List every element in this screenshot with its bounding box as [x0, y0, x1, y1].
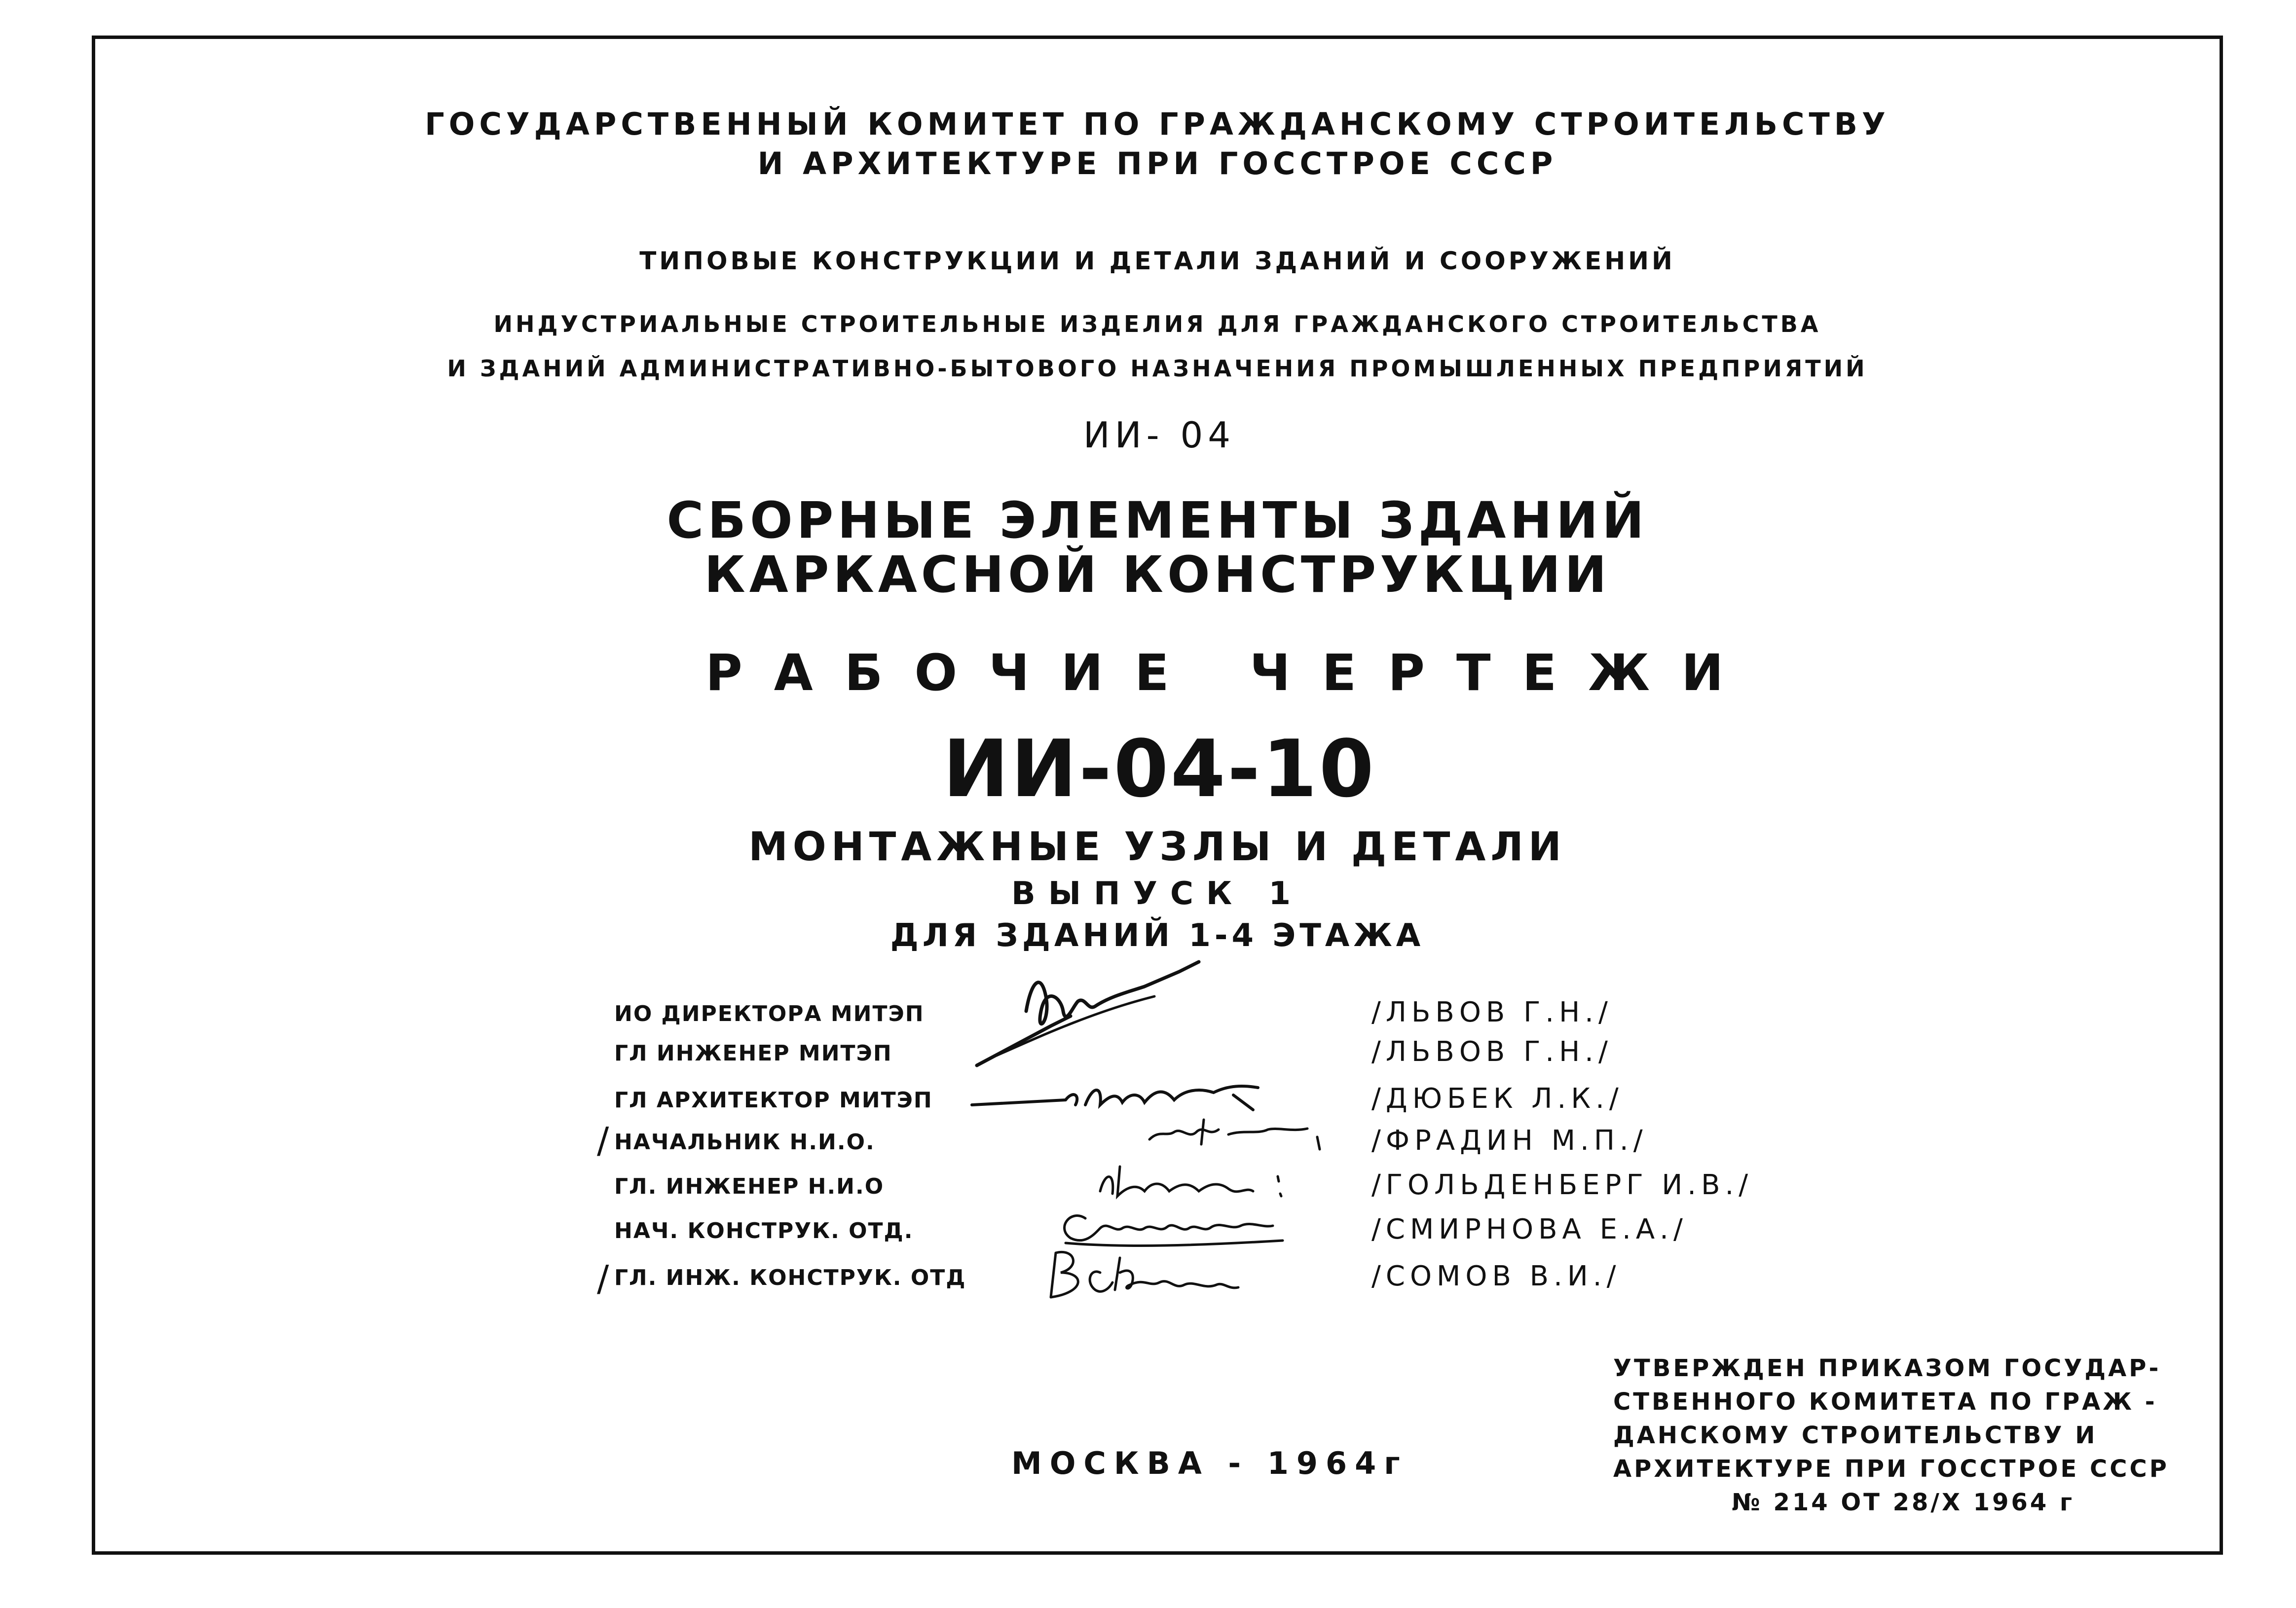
signatory-position: ГЛ АРХИТЕКТОР МИТЭП: [614, 1088, 933, 1113]
signatory-position: ИО ДИРЕКТОРА МИТЭП: [614, 1001, 925, 1026]
signatory-position: ГЛ. ИНЖ. КОНСТРУК. ОТД: [614, 1265, 966, 1290]
series-code: ИИ- 04: [1083, 414, 1236, 456]
approval-line: ДАНСКОМУ СТРОИТЕЛЬСТВУ И: [1613, 1422, 2098, 1449]
signatory-name: /ФРАДИН М.П./: [1371, 1125, 1648, 1157]
approval-line: УТВЕРЖДЕН ПРИКАЗОМ ГОСУДАР-: [1613, 1354, 2161, 1382]
signature-lvov-image: [967, 952, 1243, 1080]
signatory-position: НАЧАЛЬНИК Н.И.О.: [614, 1130, 875, 1155]
signatory-position: ГЛ. ИНЖЕНЕР Н.И.О: [614, 1174, 885, 1199]
scope: ДЛЯ ЗДАНИЙ 1-4 ЭТАЖА: [890, 917, 1425, 954]
signature-somov-image: [1046, 1243, 1283, 1312]
signatory-name: /ГОЛЬДЕНБЕРГ И.В./: [1371, 1169, 1753, 1201]
title-line-2: КАРКАСНОЙ КОНСТРУКЦИИ: [704, 546, 1611, 604]
margin-slash: /: [597, 1120, 609, 1161]
series-desc-line-1: ИНДУСТРИАЛЬНЫЕ СТРОИТЕЛЬНЫЕ ИЗДЕЛИЯ ДЛЯ ГРАЖДАНСКОГО СТРОИТЕЛЬСТВА: [493, 311, 1821, 337]
signatory-name: /ДЮБЕК Л.К./: [1371, 1083, 1624, 1115]
approval-line: № 214 ОТ 28/X 1964 г: [1732, 1489, 2075, 1516]
series-desc-line-2: И ЗДАНИЙ АДМИНИСТРАТИВНО-БЫТОВОГО НАЗНАЧЕНИЯ ПРОМЫШЛЕННЫХ ПРЕДПРИЯТИЙ: [447, 355, 1868, 382]
org-line-2: И АРХИТЕКТУРЕ ПРИ ГОССТРОЕ СССР: [757, 146, 1557, 182]
place-year: МОСКВА - 1964г: [1011, 1445, 1408, 1481]
signatory-name: /ЛЬВОВ Г.Н./: [1371, 1036, 1613, 1068]
signatory-position: НАЧ. КОНСТРУК. ОТД.: [614, 1218, 914, 1243]
title-line-1: СБОРНЫЕ ЭЛЕМЕНТЫ ЗДАНИЙ: [667, 491, 1648, 550]
approval-note: [1613, 1352, 2205, 1519]
series-title: ТИПОВЫЕ КОНСТРУКЦИИ И ДЕТАЛИ ЗДАНИЙ И СООРУЖЕНИЙ: [639, 247, 1675, 275]
issue-number: ВЫПУСК 1: [1011, 876, 1304, 912]
margin-slash: /: [597, 1258, 609, 1299]
document-code: ИИ-04-10: [943, 723, 1376, 815]
signatory-position: ГЛ ИНЖЕНЕР МИТЭП: [614, 1041, 892, 1066]
signatory-name: /СОМОВ В.И./: [1371, 1260, 1621, 1292]
signature-fradin-image: [1145, 1110, 1332, 1154]
org-line-1: ГОСУДАРСТВЕННЫЙ КОМИТЕТ ПО ГРАЖДАНСКОМУ СТРОИТЕЛЬСТВУ: [425, 106, 1890, 142]
signatory-name: /ЛЬВОВ Г.Н./: [1371, 996, 1613, 1028]
approval-line: АРХИТЕКТУРЕ ПРИ ГОССТРОЕ СССР: [1613, 1455, 2169, 1483]
working-drawings-label: РАБОЧИЕ ЧЕРТЕЖИ: [705, 644, 1755, 702]
signatory-name: /СМИРНОВА Е.А./: [1371, 1213, 1688, 1245]
subtitle: МОНТАЖНЫЕ УЗЛЫ И ДЕТАЛИ: [748, 824, 1566, 870]
approval-line: СТВЕННОГО КОМИТЕТА ПО ГРАЖ -: [1613, 1388, 2157, 1416]
